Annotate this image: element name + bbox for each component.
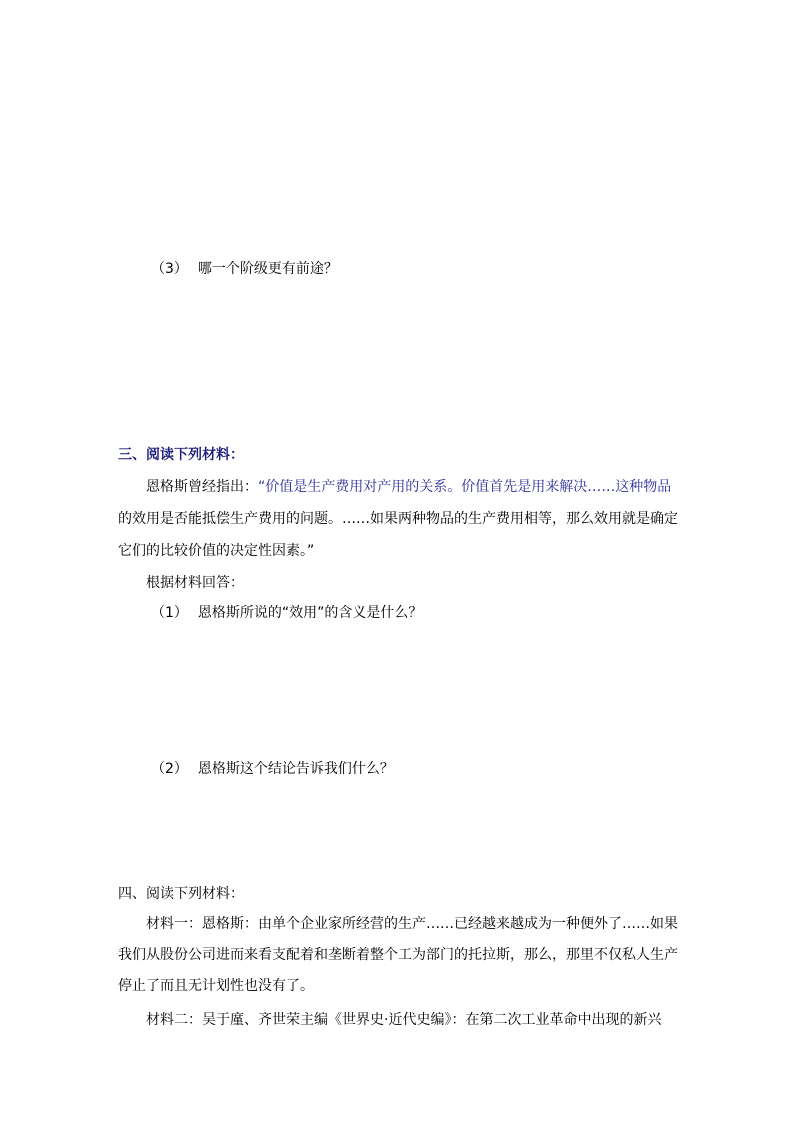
- question-text: 哪一个阶级更有前途？: [197, 261, 338, 277]
- answer-prompt: 根据材料回答：: [146, 575, 244, 591]
- section-3-question-1: [151, 604, 422, 622]
- section-3-paragraph-line-3: 它们的比较价值的决定性因素。”: [118, 543, 315, 559]
- question-number: （3）: [151, 261, 188, 277]
- question-3: [151, 260, 338, 278]
- material-1-line-3: 停止了而且无计划性也没有了。: [118, 978, 314, 994]
- section-3-paragraph-line-2: 的效用是否能抵偿生产费用的问题。……如果两种物品的生产费用相等，那么效用就是确定: [118, 511, 678, 527]
- material-2-line-1: 材料二：吴于廑、齐世荣主编《世界史·近代史编》：在第二次工业革命中出现的新兴: [146, 1012, 662, 1028]
- material-1-line-1: 材料一：恩格斯：由单个企业家所经营的生产……已经越来越成为一种便外了……如果: [146, 916, 678, 932]
- question-number: （1）: [151, 605, 188, 621]
- engels-quote: “价值是生产费用对产用的关系。价值首先是用来解决……这种物品: [258, 479, 672, 495]
- question-text: 恩格斯这个结论告诉我们什么？: [197, 761, 394, 777]
- section-4-title: 四、阅读下列材料：: [118, 886, 244, 902]
- section-3-paragraph-line-1: [146, 478, 671, 496]
- question-number: （2）: [151, 761, 188, 777]
- paragraph-prefix: 恩格斯曾经指出：: [146, 479, 258, 495]
- question-text: 恩格斯所说的“效用”的含义是什么？: [197, 605, 423, 621]
- section-3-title: 三、阅读下列材料：: [118, 447, 244, 463]
- material-1-line-2: 我们从股份公司进而来看支配着和垄断着整个工为部门的托拉斯，那么，那里不仅私人生产: [118, 947, 678, 963]
- section-3-question-2: [151, 760, 394, 778]
